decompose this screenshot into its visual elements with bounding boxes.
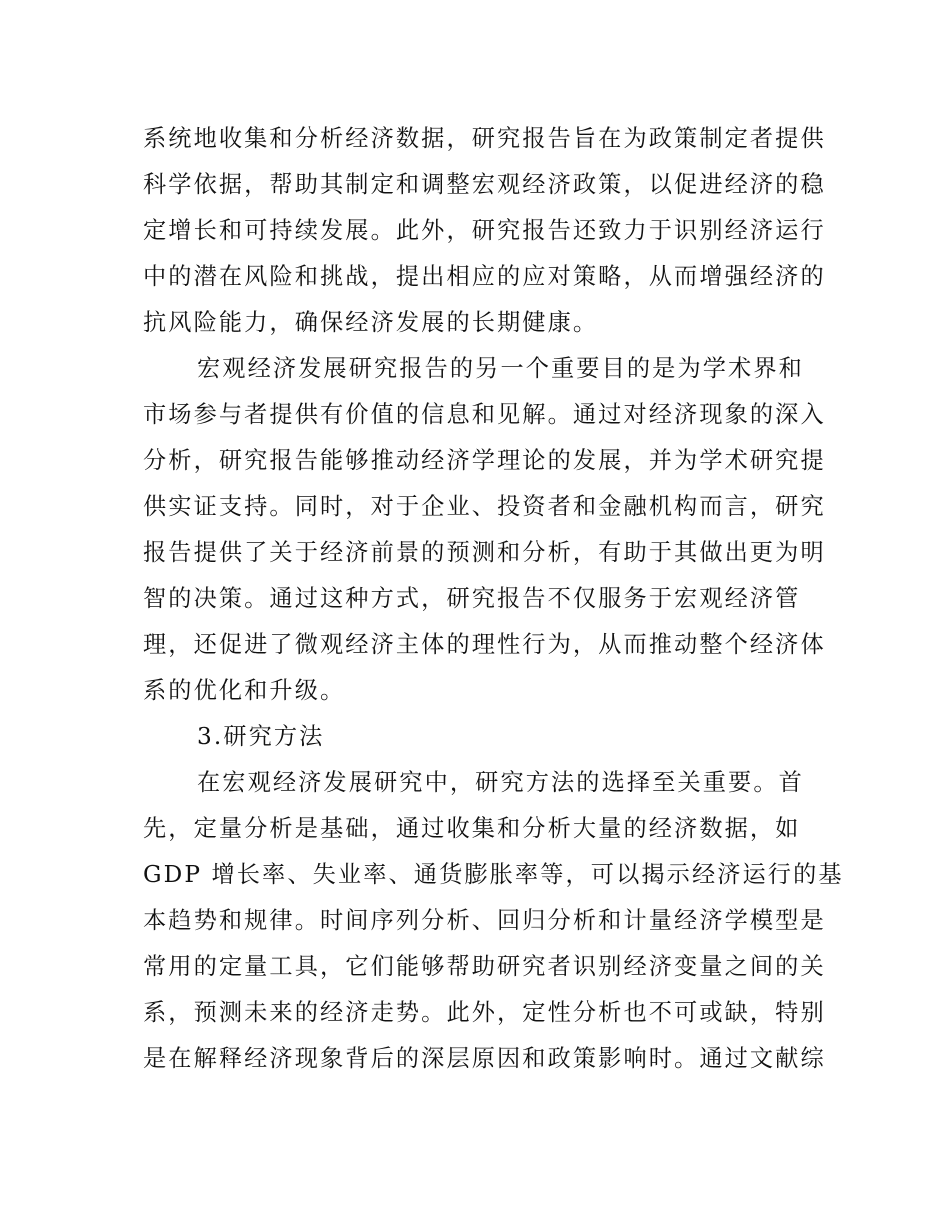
paragraph-line: 系，预测未来的经济走势。此外，定性分析也不可或缺，特别 [143,999,826,1026]
paragraph-line: 中的潜在风险和挑战，提出相应的应对策略，从而增强经济的 [143,263,826,290]
paragraph-line: 常用的定量工具，它们能够帮助研究者识别经济变量之间的关 [143,953,826,980]
paragraph-line: 系统地收集和分析经济数据，研究报告旨在为政策制定者提供 [143,125,826,152]
paragraph-line: 智的决策。通过这种方式，研究报告不仅服务于宏观经济管 [143,585,801,612]
paragraph-line: 科学依据，帮助其制定和调整宏观经济政策，以促进经济的稳 [143,171,826,198]
paragraph-line: 理，还促进了微观经济主体的理性行为，从而推动整个经济体 [143,631,826,658]
paragraph-line: 抗风险能力，确保经济发展的长期健康。 [143,309,599,336]
paragraph-line: 系的优化和升级。 [143,677,346,704]
paragraph-line: 报告提供了关于经济前景的预测和分析，有助于其做出更为明 [143,539,826,566]
paragraph-line: 供实证支持。同时，对于企业、投资者和金融机构而言，研究 [143,493,826,520]
paragraph-line: 定增长和可持续发展。此外，研究报告还致力于识别经济运行 [143,217,826,244]
paragraph-line: 是在解释经济现象背后的深层原因和政策影响时。通过文献综 [143,1045,826,1072]
section-heading: 3.研究方法 [197,723,325,750]
paragraph-line: 先，定量分析是基础，通过收集和分析大量的经济数据，如 [143,815,801,842]
paragraph-line: 市场参与者提供有价值的信息和见解。通过对经济现象的深入 [143,401,826,428]
paragraph-line: 分析，研究报告能够推动经济学理论的发展，并为学术研究提 [143,447,826,474]
paragraph-line: 本趋势和规律。时间序列分析、回归分析和计量经济学模型是 [143,907,826,934]
paragraph-line: GDP 增长率、失业率、通货膨胀率等，可以揭示经济运行的基 [143,861,844,888]
paragraph-line: 在宏观经济发展研究中，研究方法的选择至关重要。首 [197,769,804,796]
paragraph-line: 宏观经济发展研究报告的另一个重要目的是为学术界和 [197,355,804,382]
